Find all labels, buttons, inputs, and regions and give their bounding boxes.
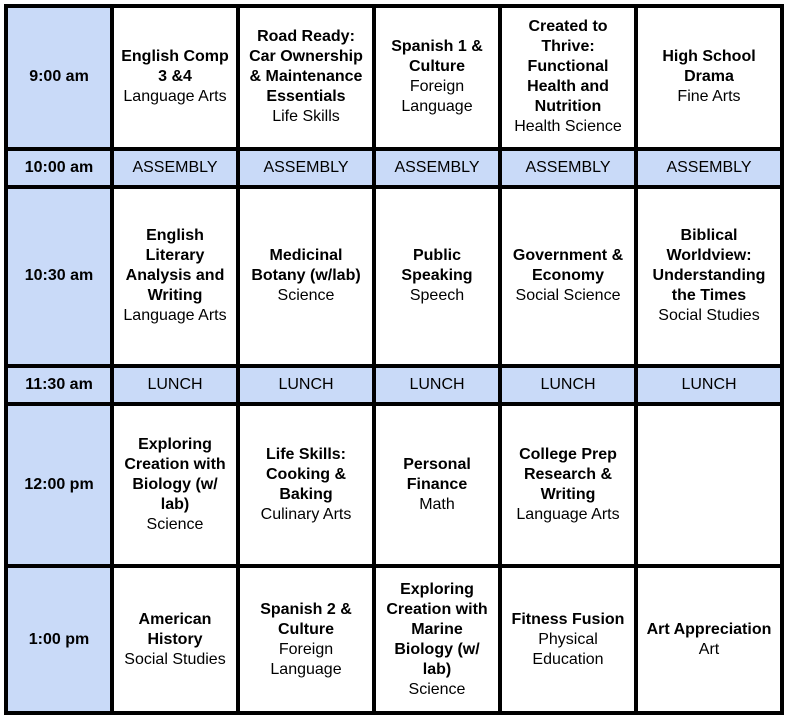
time-slot: 9:00 am <box>6 6 112 149</box>
class-subject: Science <box>146 516 204 533</box>
class-title: High School Drama <box>662 48 756 86</box>
lunch-cell: LUNCH <box>636 366 782 404</box>
class-cell <box>112 6 238 149</box>
class-subject: Social Studies <box>124 650 226 668</box>
class-cell <box>238 187 374 366</box>
class-subject: Art <box>698 640 720 658</box>
class-subject: Language Arts <box>516 506 620 523</box>
class-subject: Physical Education <box>532 630 604 668</box>
class-title: Personal Finance <box>403 456 471 493</box>
class-title: Spanish 1 & Culture <box>391 38 483 76</box>
class-title: American History <box>138 610 212 648</box>
class-cell <box>500 566 636 713</box>
class-title: Public Speaking <box>401 247 473 285</box>
time-slot: 11:30 am <box>6 366 112 404</box>
class-subject: Fine Arts <box>677 88 741 106</box>
class-subject: Science <box>277 287 335 305</box>
class-cell <box>500 404 636 567</box>
lunch-cell: LUNCH <box>374 366 500 404</box>
class-title: Exploring Creation with Biology (w/ lab) <box>124 436 226 513</box>
class-cell <box>238 404 374 567</box>
class-cell <box>374 404 500 567</box>
class-title: Government & Economy <box>512 247 624 285</box>
class-cell <box>238 566 374 713</box>
class-subject: Language Arts <box>123 88 227 106</box>
schedule-row-lunch <box>6 366 782 404</box>
class-cell <box>500 6 636 149</box>
class-schedule-table <box>4 4 784 715</box>
class-title: Fitness Fusion <box>511 610 625 628</box>
class-title: Art Appreciation <box>646 620 772 638</box>
schedule-row <box>6 404 782 567</box>
class-title: Medicinal Botany (w/lab) <box>251 247 361 285</box>
time-slot: 1:00 pm <box>6 566 112 713</box>
class-title: College Prep Research & Writing <box>519 446 617 503</box>
class-title: Created to Thrive: Functional Health and Nutrition <box>527 18 609 116</box>
class-subject: Foreign Language <box>401 78 473 116</box>
schedule-row <box>6 566 782 713</box>
class-cell <box>374 6 500 149</box>
class-cell <box>238 6 374 149</box>
schedule-row <box>6 187 782 366</box>
class-cell <box>112 404 238 567</box>
assembly-cell: ASSEMBLY <box>374 149 500 187</box>
time-slot: 12:00 pm <box>6 404 112 567</box>
assembly-cell: ASSEMBLY <box>238 149 374 187</box>
class-cell <box>112 187 238 366</box>
empty-class-cell <box>636 404 782 567</box>
class-cell <box>636 566 782 713</box>
class-title: Biblical Worldview: Understanding the Times <box>652 227 766 305</box>
class-subject: Math <box>419 496 455 513</box>
time-slot: 10:00 am <box>6 149 112 187</box>
class-title: Life Skills: Cooking & Baking <box>265 446 347 503</box>
class-subject: Foreign Language <box>270 640 342 678</box>
class-cell <box>636 6 782 149</box>
class-cell <box>374 187 500 366</box>
schedule-row-assembly <box>6 149 782 187</box>
class-title: Spanish 2 & Culture <box>260 600 352 638</box>
class-cell <box>636 187 782 366</box>
class-subject: Language Arts <box>123 307 227 325</box>
assembly-cell: ASSEMBLY <box>500 149 636 187</box>
class-subject: Life Skills <box>272 108 340 126</box>
class-title: Road Ready: Car Ownership & Maintenance Essentials <box>249 28 363 106</box>
class-subject: Science <box>408 680 466 698</box>
assembly-cell: ASSEMBLY <box>636 149 782 187</box>
class-subject: Social Science <box>515 287 621 305</box>
class-cell <box>500 187 636 366</box>
class-cell <box>374 566 500 713</box>
class-title: Exploring Creation with Marine Biology (w/ lab) <box>386 580 488 678</box>
class-subject: Social Studies <box>658 307 760 325</box>
lunch-cell: LUNCH <box>112 366 238 404</box>
class-cell <box>112 566 238 713</box>
lunch-cell: LUNCH <box>500 366 636 404</box>
class-subject: Health Science <box>514 118 622 136</box>
class-title: English Literary Analysis and Writing <box>125 227 225 305</box>
class-title: English Comp 3 &4 <box>121 48 229 86</box>
class-subject: Speech <box>409 287 465 305</box>
time-slot: 10:30 am <box>6 187 112 366</box>
schedule-row <box>6 6 782 149</box>
class-subject: Culinary Arts <box>260 506 352 523</box>
lunch-cell: LUNCH <box>238 366 374 404</box>
assembly-cell: ASSEMBLY <box>112 149 238 187</box>
